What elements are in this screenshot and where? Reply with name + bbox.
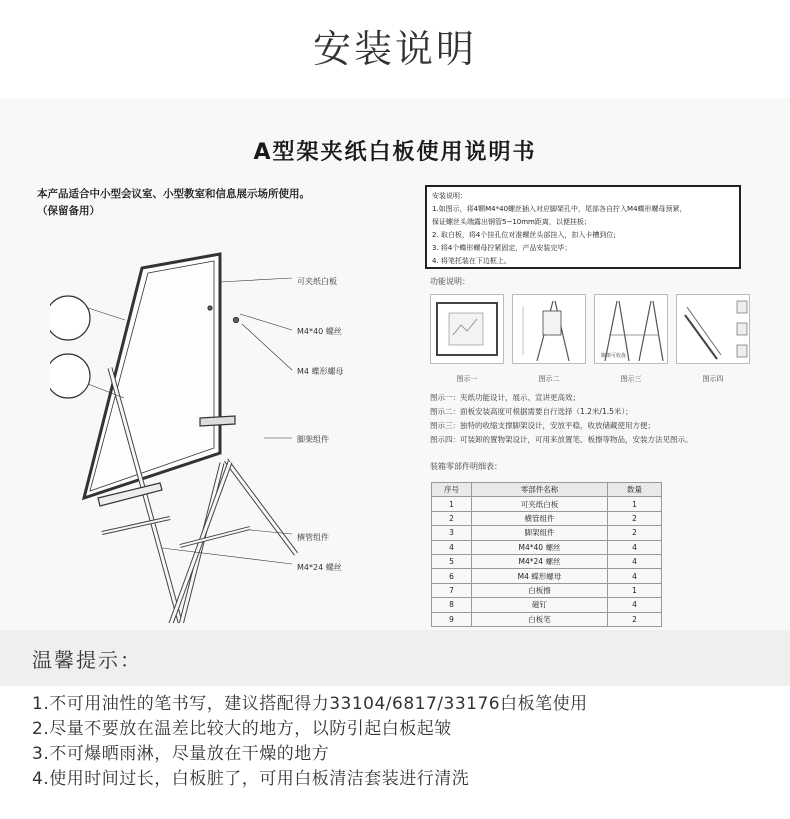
installation-line: 3. 将4个蝶形螺母拧紧固定，产品安装完毕； xyxy=(432,244,572,252)
table-row xyxy=(432,497,662,511)
table-cell: 4 xyxy=(432,540,472,554)
label-m4x24: M4*24 螺丝 xyxy=(297,563,342,572)
label-butterfly-nut: M4 蝶形螺母 xyxy=(297,367,344,376)
hinge-shape xyxy=(200,416,235,426)
table-cell: 2 xyxy=(432,511,472,525)
detail-leader xyxy=(88,308,125,320)
figure-4-drawing xyxy=(677,295,751,365)
figure-2-caption: 图示二 xyxy=(538,375,560,383)
tips-title: 温馨提示： xyxy=(32,648,142,672)
parts-table xyxy=(431,482,662,627)
manual-panel xyxy=(0,98,790,630)
label-clip-board: 可夹纸白板 xyxy=(297,277,337,286)
functions-title: 功能说明： xyxy=(430,277,470,286)
whiteboard-shape xyxy=(84,254,220,498)
table-cell: 4 xyxy=(608,569,662,583)
figure-3-inner-label: 脚架可收拢 xyxy=(601,353,627,359)
manual-title: A型架夹纸白板使用说明书 xyxy=(253,140,537,165)
label-leader xyxy=(220,278,292,282)
table-cell: 2 xyxy=(608,612,662,626)
label-leader xyxy=(242,324,292,370)
tip-item: 2.尽量不要放在温差比较大的地方，以防引起白板起皱 xyxy=(32,719,452,739)
table-cell: 3 xyxy=(432,526,472,540)
table-cell: 2 xyxy=(608,511,662,525)
tip-item: 4.使用时间过长，白板脏了，可用白板清洁套装进行清洗 xyxy=(32,769,470,789)
installation-line: 2. 取白板，将4个挂孔位对准螺丝头部挂入，扣入卡槽到位; xyxy=(432,231,616,239)
figure-4 xyxy=(676,294,750,364)
table-row xyxy=(432,526,662,540)
table-row xyxy=(432,598,662,612)
screw-shape xyxy=(208,306,212,310)
table-cell: 脚架组件 xyxy=(472,526,608,540)
detail-circle xyxy=(50,354,90,398)
tip-item: 3.不可爆晒雨淋，尽量放在干燥的地方 xyxy=(32,744,330,764)
figure-2 xyxy=(512,294,586,364)
figure-4-caption: 图示四 xyxy=(702,375,724,383)
label-crossbar: 横管组件 xyxy=(297,533,329,542)
table-cell: 8 xyxy=(432,598,472,612)
page-header xyxy=(0,0,790,98)
label-leader xyxy=(240,314,292,330)
table-cell: 1 xyxy=(608,583,662,597)
figure-3-caption: 图示三 xyxy=(620,375,642,383)
intro-line: （保留备用） xyxy=(37,205,100,217)
table-cell: 4 xyxy=(608,540,662,554)
intro-text xyxy=(37,186,397,220)
function-description: 图示三：独特的收缩支撑脚架设计，安放平稳，收放储藏使用方便； xyxy=(430,421,655,430)
function-description: 图示一：夹纸功能设计，展示、宣讲更高效； xyxy=(430,393,580,402)
crossbar-line xyxy=(180,528,250,546)
table-row xyxy=(432,569,662,583)
table-cell: 横管组件 xyxy=(472,511,608,525)
figure-1-caption: 图示一 xyxy=(456,375,478,383)
function-description: 图示四：可装卸的置物架设计，可用来放置笔、板擦等物品，安装方法见图示。 xyxy=(430,435,693,444)
screw-shape xyxy=(234,318,239,323)
leg-line xyxy=(226,460,296,554)
parts-header-row xyxy=(432,483,662,497)
installation-title: 安装说明： xyxy=(432,192,467,200)
tips-list xyxy=(32,692,588,792)
table-row xyxy=(432,540,662,554)
table-cell: 2 xyxy=(608,526,662,540)
label-leader xyxy=(250,530,292,534)
table-row xyxy=(432,511,662,525)
figure-1-drawing xyxy=(431,295,505,365)
table-cell: 7 xyxy=(432,583,472,597)
table-cell: 4 xyxy=(608,554,662,568)
table-cell: 磁钉 xyxy=(472,598,608,612)
crossbar-line xyxy=(102,518,170,533)
installation-line: 保证螺丝头端露出钢管5~10mm距离，以便挂板； xyxy=(432,218,591,226)
installation-line: 1.如图示，将4颗M4*40螺丝插入对应脚架孔中，尾部各自拧入M4蝶形螺母预紧， xyxy=(432,205,687,213)
installation-line: 4. 将笔托装在下边框上。 xyxy=(432,257,511,265)
function-description: 图示二：面板安装高度可根据需要自行选择（1.2米/1.5米）； xyxy=(430,407,633,416)
table-cell: 白板擦 xyxy=(472,583,608,597)
table-cell: 白板笔 xyxy=(472,612,608,626)
figure-3 xyxy=(594,294,668,364)
table-cell: M4*40 螺丝 xyxy=(472,540,608,554)
table-cell: M4*24 螺丝 xyxy=(472,554,608,568)
table-cell: 1 xyxy=(608,497,662,511)
detail-circle xyxy=(50,296,90,340)
figure-2-drawing xyxy=(513,295,587,365)
table-cell: 5 xyxy=(432,554,472,568)
function-descriptions xyxy=(430,391,693,447)
table-cell: 可夹纸白板 xyxy=(472,497,608,511)
label-leg-assembly: 脚架组件 xyxy=(297,435,329,444)
table-cell: 6 xyxy=(432,569,472,583)
table-row xyxy=(432,583,662,597)
parts-header-cell: 零部件名称 xyxy=(472,483,608,497)
figure-1 xyxy=(430,294,504,364)
tip-item: 1.不可用油性的笔书写，建议搭配得力33104/6817/33176白板笔使用 xyxy=(32,694,588,714)
table-row xyxy=(432,612,662,626)
parts-header-cell: 序号 xyxy=(432,483,472,497)
table-cell: M4 蝶形螺母 xyxy=(472,569,608,583)
label-m4x40: M4*40 螺丝 xyxy=(297,327,342,336)
table-cell: 9 xyxy=(432,612,472,626)
table-cell: 4 xyxy=(608,598,662,612)
tips-section xyxy=(0,630,790,819)
table-cell: 1 xyxy=(432,497,472,511)
parts-header-cell: 数量 xyxy=(608,483,662,497)
label-leader xyxy=(162,548,292,564)
intro-line: 本产品适合中小型会议室、小型教室和信息展示场所使用。 xyxy=(37,188,310,200)
page-title: 安装说明 xyxy=(312,27,477,71)
installation-box xyxy=(425,185,741,269)
parts-title: 装箱零部件明细表： xyxy=(430,462,502,471)
table-row xyxy=(432,554,662,568)
